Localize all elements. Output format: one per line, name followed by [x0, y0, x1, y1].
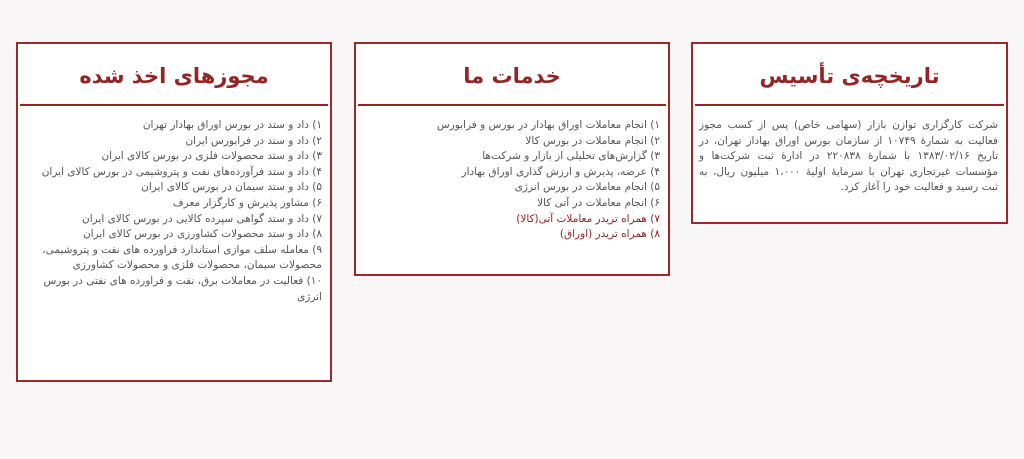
licenses-item: ۳) داد و ستد محصولات فلزی در بورس کالای ایران: [101, 150, 322, 163]
history-title: تاریخچه‌ی تأسیس: [759, 64, 940, 88]
history-body: [693, 106, 1006, 196]
licenses-item: ۲) داد و ستد در فرابورس ایران: [185, 134, 322, 147]
services-item: ۳) گزارش‌های تحلیلی از بازار و شرکت‌ها: [482, 150, 660, 163]
services-body: [356, 106, 668, 243]
licenses-item: ۸) داد و ستد محصولات کشاورزی در بورس کالای ایران: [82, 228, 322, 241]
licenses-item: ۵) داد و ستد سیمان در بورس کالای ایران: [141, 181, 322, 194]
licenses-list: [24, 118, 322, 305]
services-link-futures-trader[interactable]: ۷) همراه تریدر معاملات آتی(کالا): [516, 212, 660, 225]
services-card: [354, 42, 670, 276]
services-link-securities-trader[interactable]: ۸) همراه تریدر (اوراق): [559, 228, 660, 241]
licenses-item: ۶) مشاور پذیرش و کارگزار معرف: [172, 196, 322, 209]
licenses-item: ۱۰) فعالیت در معاملات برق، نفت و فراورده های نفتی در بورس انرژی: [43, 274, 322, 303]
services-list: [362, 118, 660, 243]
services-item: ۴) عرضه، پذیرش و ارزش گذاری اوراق بهادار: [461, 165, 660, 178]
services-item: ۱) انجام معاملات اوراق بهادار در بورس و فرابورس: [436, 119, 660, 131]
licenses-item: ۴) داد و ستد فرآورده‌های نفت و پتروشیمی در بورس کالای ایران: [41, 165, 322, 178]
licenses-item: ۹) معامله سلف موازی استاندارد فراورده های نفت و پتروشیمی، محصولات سیمان، محصولات فلزی و محصولات کشاورزی: [42, 243, 322, 272]
licenses-body: [18, 106, 330, 305]
services-title: خدمات ما: [463, 64, 561, 88]
licenses-card: [16, 42, 332, 382]
licenses-item: ۷) داد و ستد گواهی سپرده کالایی در بورس کالای ایران: [81, 212, 322, 225]
history-card: [691, 42, 1008, 224]
services-item: ۶) انجام معاملات در آتی کالا: [537, 196, 660, 209]
licenses-title: مجوزهای اخذ شده: [79, 64, 269, 88]
services-item: ۵) انجام معاملات در بورس انرژی: [514, 181, 660, 194]
licenses-item: ۱) داد و ستد در بورس اوراق بهادار تهران: [142, 119, 322, 131]
history-text: شرکت کارگزاری توازن بازار (سهامی خاص) پس از کسب مجوز فعالیت به شمارهٔ ۱۰۷۴۹ از سازمان بورس اوراق بهادار تهران، در تاریخ ۱۳۸۳/۰۲/۱۶ با شمارهٔ ۲۲۰۸۳۸ در ادارهٔ ثبت شرکت‌ها و مؤسسات غیرتجاری تهران با سرمایهٔ اولیهٔ ۱،۰۰۰ میلیون ریال، به ثبت رسید و فعالیت خود را آغاز کرد.: [699, 119, 999, 194]
services-item: ۲) انجام معاملات در بورس کالا: [525, 134, 660, 147]
